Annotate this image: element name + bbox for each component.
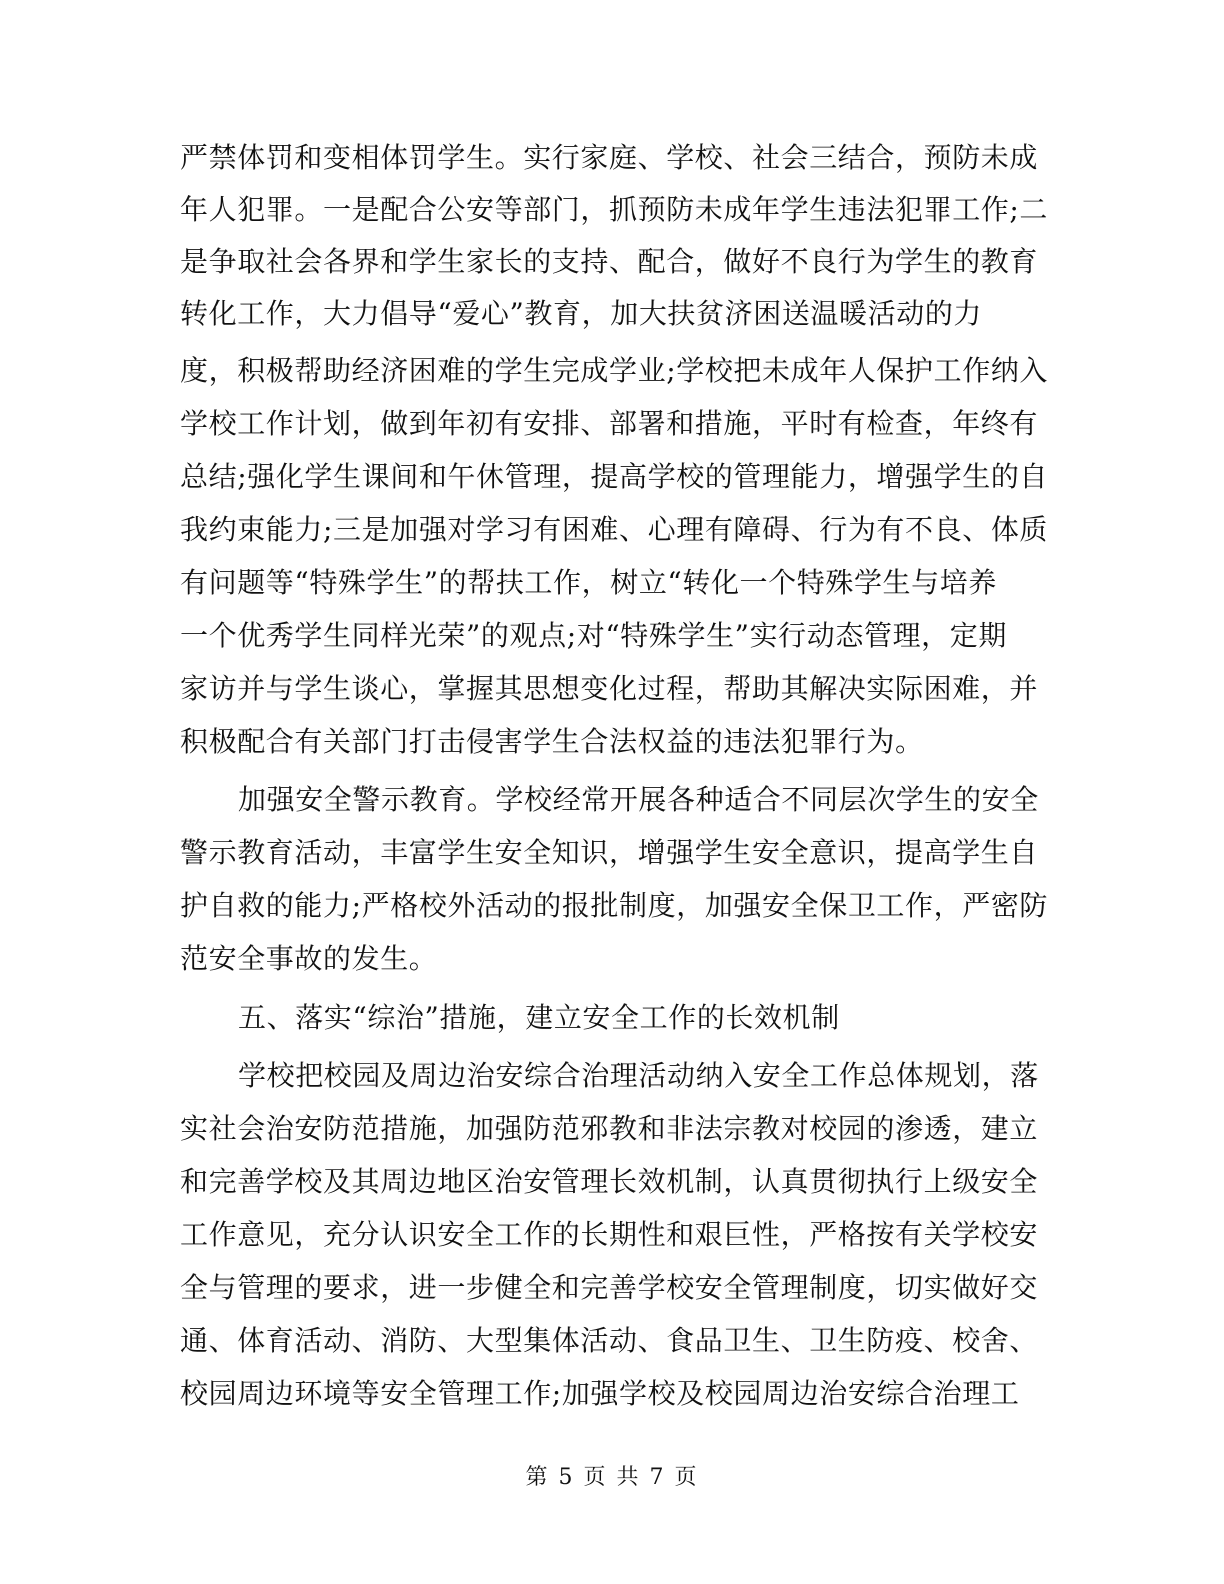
text-line: 严禁体罚和变相体罚学生。实行家庭、学校、社会三结合，预防未成 [180, 141, 1039, 174]
text-line: 我约束能力;三是加强对学习有困难、心理有障碍、行为有不良、体质 [180, 513, 1049, 546]
paragraph-start-line: 加强安全警示教育。学校经常开展各种适合不同层次学生的安全 [238, 783, 1039, 816]
text-line: 有问题等“特殊学生”的帮扶工作，树立“转化一个特殊学生与培养 [180, 566, 997, 599]
text-line: 学校工作计划，做到年初有安排、部署和措施，平时有检查，年终有 [180, 407, 1039, 440]
text-line: 一个优秀学生同样光荣”的观点;对“特殊学生”实行动态管理，定期 [180, 619, 1007, 652]
text-line: 是争取社会各界和学生家长的支持、配合，做好不良行为学生的教育 [180, 245, 1039, 278]
text-line: 和完善学校及其周边地区治安管理长效机制，认真贯彻执行上级安全 [180, 1165, 1039, 1198]
text-line: 全与管理的要求，进一步健全和完善学校安全管理制度，切实做好交 [180, 1271, 1039, 1304]
text-line: 实社会治安防范措施，加强防范邪教和非法宗教对校园的渗透，建立 [180, 1112, 1039, 1145]
text-line: 护自救的能力;严格校外活动的报批制度，加强安全保卫工作，严密防 [180, 889, 1049, 922]
page-footer: 第 5 页 共 7 页 [525, 1465, 699, 1490]
text-line: 工作意见，充分认识安全工作的长期性和艰巨性，严格按有关学校安 [180, 1218, 1039, 1251]
text-line: 转化工作，大力倡导“爱心”教育，加大扶贫济困送温暖活动的力 [180, 297, 983, 330]
text-line: 积极配合有关部门打击侵害学生合法权益的违法犯罪行为。 [180, 725, 924, 758]
paragraph-start-line: 学校把校园及周边治安综合治理活动纳入安全工作总体规划，落 [238, 1059, 1039, 1092]
text-line: 年人犯罪。一是配合公安等部门，抓预防未成年学生违法犯罪工作;二 [180, 193, 1049, 226]
text-line: 范安全事故的发生。 [180, 942, 438, 975]
section-heading: 五、落实“综治”措施，建立安全工作的长效机制 [238, 1001, 840, 1034]
text-line: 总结;强化学生课间和午休管理，提高学校的管理能力，增强学生的自 [180, 460, 1049, 493]
text-line: 校园周边环境等安全管理工作;加强学校及校园周边治安综合治理工 [180, 1377, 1020, 1410]
text-line: 度，积极帮助经济困难的学生完成学业;学校把未成年人保护工作纳入 [180, 354, 1049, 387]
text-line: 警示教育活动，丰富学生安全知识，增强学生安全意识，提高学生自 [180, 836, 1039, 869]
text-line: 通、体育活动、消防、大型集体活动、食品卫生、卫生防疫、校舍、 [180, 1324, 1039, 1357]
text-line: 家访并与学生谈心，掌握其思想变化过程，帮助其解决实际困难，并 [180, 672, 1039, 705]
